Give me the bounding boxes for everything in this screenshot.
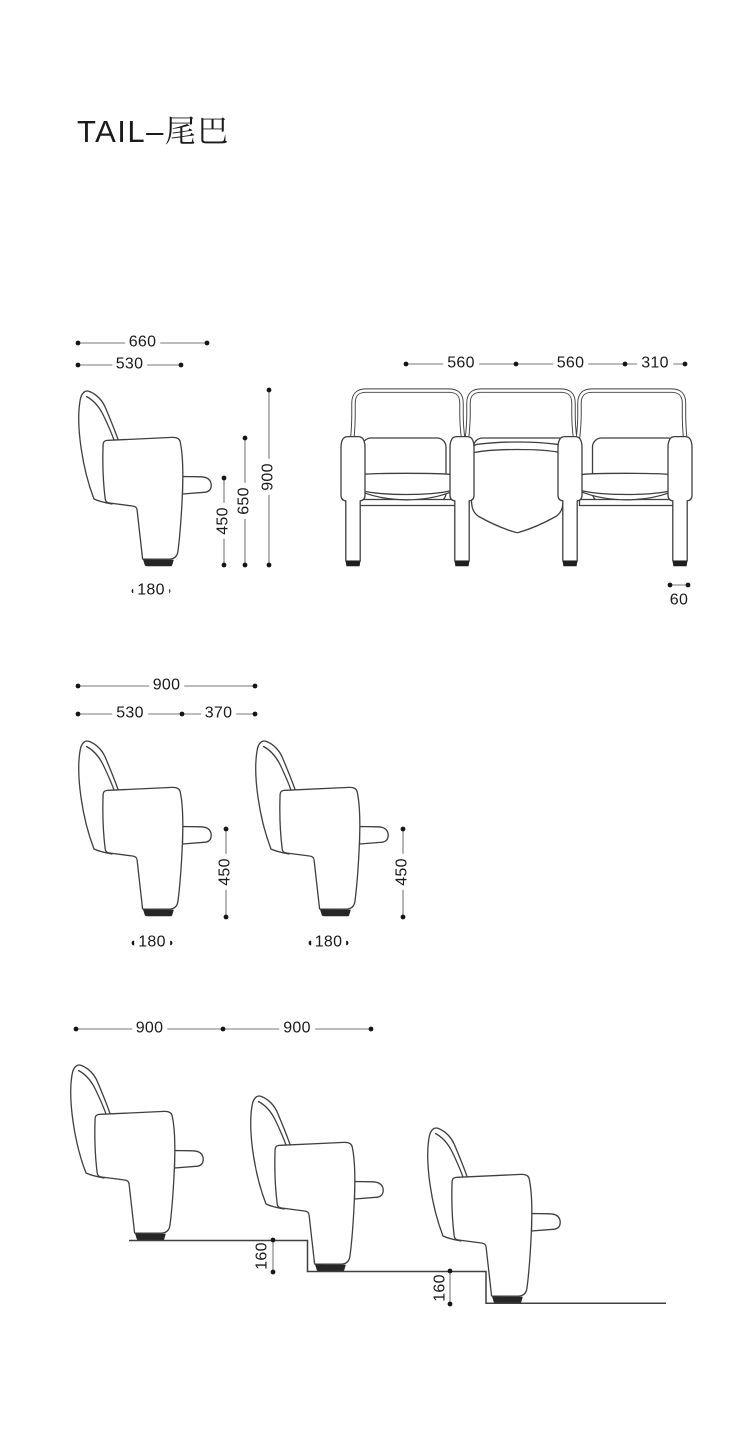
dim-label: 370 (201, 706, 237, 723)
dim-label: 160 (253, 1242, 271, 1270)
dim-label: 450 (218, 854, 235, 890)
page-title: TAIL–尾巴 (77, 114, 230, 149)
side-chair-view (79, 391, 211, 566)
dim-label: 900 (149, 678, 185, 695)
dim-label: 450 (216, 503, 233, 539)
dim-label: 60 (669, 591, 689, 609)
dim-label: 900 (132, 1021, 168, 1038)
dim-label: 180 (133, 583, 169, 600)
dim-label: 160 (431, 1273, 449, 1302)
floor-steps (129, 1241, 666, 1304)
stepped-rows-view (71, 1065, 666, 1303)
dim-label: 180 (311, 935, 347, 952)
dim-label: 310 (637, 356, 673, 373)
dim-label: 900 (279, 1021, 315, 1038)
dim-label: 560 (443, 356, 479, 373)
dim-label: 660 (125, 335, 161, 352)
dim-label: 560 (553, 356, 589, 373)
dim-label: 180 (134, 935, 170, 952)
front-row-view (341, 391, 692, 567)
dim-label: 900 (261, 459, 278, 495)
dim-label: 450 (395, 854, 412, 890)
dim-label: 650 (237, 483, 254, 519)
dim-label: 530 (112, 357, 148, 374)
two-seat-row-view (79, 741, 388, 916)
lowered-seat-cushion (471, 442, 564, 533)
dim-label: 530 (112, 706, 148, 723)
